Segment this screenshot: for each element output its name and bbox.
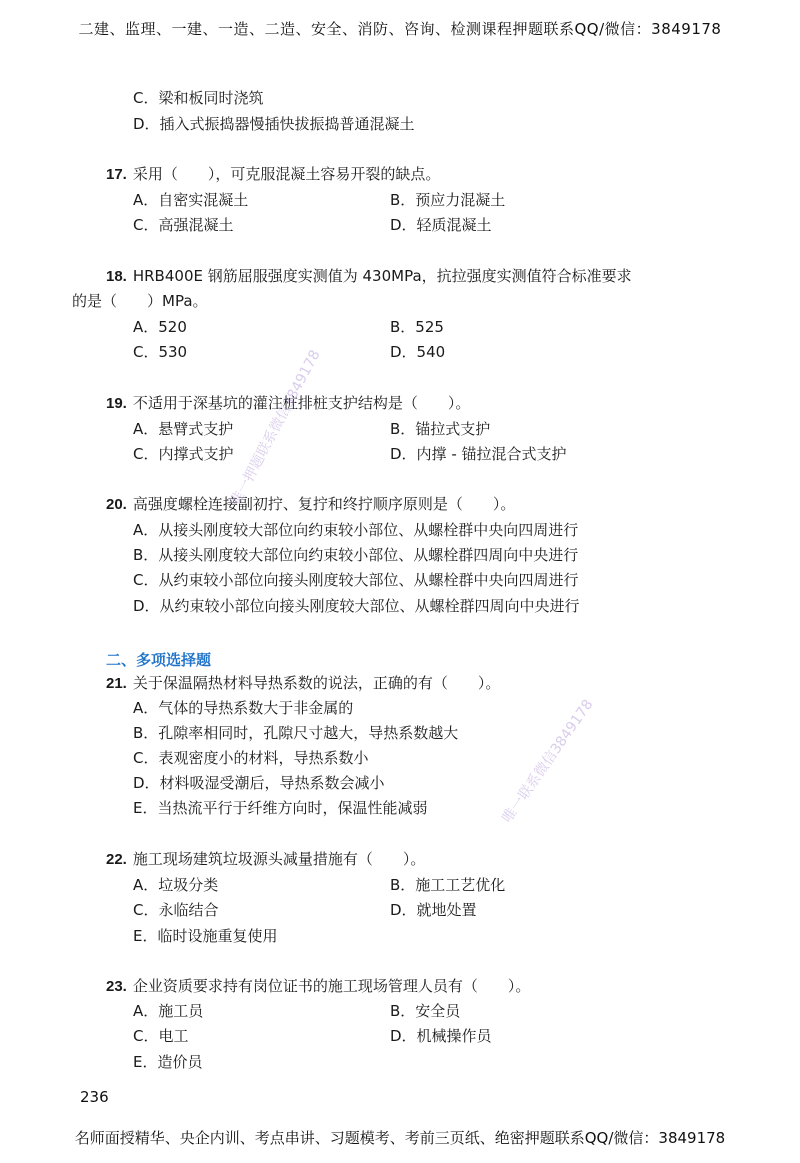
- question-23-option-a: A．施工员: [133, 1002, 204, 1020]
- page-footer: 名师面授精华、央企内训、考点串讲、习题模考、考前三页纸、绝密押题联系QQ/微信：3849178: [74, 1129, 726, 1147]
- question-21-option-e: E．当热流平行于纤维方向时，保温性能减弱: [133, 799, 428, 817]
- question-17-number: 17.: [106, 166, 127, 183]
- question-18-option-b: B．525: [390, 318, 444, 336]
- watermark-text-2: 唯一联系微信3849178: [499, 696, 597, 826]
- question-23-option-e: E．造价员: [133, 1053, 203, 1071]
- section-title-multiple-choice: 二、多项选择题: [106, 651, 212, 669]
- question-18-option-a: A．520: [133, 318, 187, 336]
- question-19-option-d: D．内撑 - 锚拉混合式支护: [390, 445, 567, 463]
- question-17-option-d: D．轻质混凝土: [390, 216, 492, 234]
- question-20-option-a: A．从接头刚度较大部位向约束较小部位、从螺栓群中央向四周进行: [133, 521, 579, 539]
- question-18-option-d: D．540: [390, 343, 446, 361]
- question-20-stem: [106, 494, 515, 515]
- question-23-stem: [106, 976, 530, 997]
- question-19-number: 19.: [106, 395, 127, 412]
- question-19-option-a: A．悬臂式支护: [133, 420, 234, 438]
- question-20-option-c: C．从约束较小部位向接头刚度较大部位、从螺栓群中央向四周进行: [133, 571, 579, 589]
- question-22-option-d: D．就地处置: [390, 901, 477, 919]
- question-19-text: 不适用于深基坑的灌注桩排桩支护结构是（ ）。: [132, 394, 471, 412]
- question-21-option-b: B．孔隙率相同时，孔隙尺寸越大，导热系数越大: [133, 724, 459, 742]
- question-23-text: 企业资质要求持有岗位证书的施工现场管理人员有（ ）。: [132, 977, 531, 995]
- question-22-option-c: C．永临结合: [133, 901, 219, 919]
- question-17-stem: [106, 164, 440, 185]
- question-21-number: 21.: [106, 675, 127, 692]
- watermark-text-1: 唯一押题联系微信3849178: [227, 347, 324, 509]
- question-21-option-c: C．表观密度小的材料，导热系数小: [133, 749, 369, 767]
- question-22-option-e: E．临时设施重复使用: [133, 927, 278, 945]
- question-17-text: 采用（ ），可克服混凝土容易开裂的缺点。: [132, 165, 441, 183]
- question-20-option-b: B．从接头刚度较大部位向约束较小部位、从螺栓群四周向中央进行: [133, 546, 579, 564]
- question-21-stem: [106, 673, 500, 694]
- question-23-number: 23.: [106, 978, 127, 995]
- question-18-stem: [106, 266, 632, 287]
- question-18-text-line2: 的是（ ）MPa。: [72, 292, 208, 310]
- question-22-text: 施工现场建筑垃圾源头减量措施有（ ）。: [132, 850, 426, 868]
- question-22-stem: [106, 849, 425, 870]
- question-23-option-d: D．机械操作员: [390, 1027, 492, 1045]
- question-22-option-b: B．施工工艺优化: [390, 876, 506, 894]
- question-19-option-b: B．锚拉式支护: [390, 420, 491, 438]
- page-header: 二建、监理、一建、一造、二造、安全、消防、咨询、检测课程押题联系QQ/微信：3849178: [78, 20, 722, 38]
- question-21-option-d: D．材料吸湿受潮后，导热系数会减小: [133, 774, 385, 792]
- question-18-option-c: C．530: [133, 343, 188, 361]
- page-number: 236: [80, 1088, 109, 1106]
- question-22-option-a: A．垃圾分类: [133, 876, 219, 894]
- question-20-number: 20.: [106, 496, 127, 513]
- question-18-number: 18.: [106, 268, 127, 285]
- question-20-option-d: D．从约束较小部位向接头刚度较大部位、从螺栓群四周向中央进行: [133, 597, 580, 615]
- question-17-option-b: B．预应力混凝土: [390, 191, 506, 209]
- question-18-text-line1: HRB400E 钢筋屈服强度实测值为 430MPa，抗拉强度实测值符合标准要求: [132, 267, 632, 285]
- question-17-option-c: C．高强混凝土: [133, 216, 234, 234]
- prev-option-d: D．插入式振捣器慢插快拔振捣普通混凝土: [133, 115, 415, 133]
- question-17-option-a: A．自密实混凝土: [133, 191, 249, 209]
- question-19-stem: [106, 393, 470, 414]
- question-23-option-b: B．安全员: [390, 1002, 461, 1020]
- question-21-option-a: A．气体的导热系数大于非金属的: [133, 699, 354, 717]
- question-20-text: 高强度螺栓连接副初拧、复拧和终拧顺序原则是（ ）。: [132, 495, 516, 513]
- question-21-text: 关于保温隔热材料导热系数的说法，正确的有（ ）。: [132, 674, 501, 692]
- question-22-number: 22.: [106, 851, 127, 868]
- question-19-option-c: C．内撑式支护: [133, 445, 234, 463]
- question-23-option-c: C．电工: [133, 1027, 189, 1045]
- prev-option-c: C．梁和板同时浇筑: [133, 89, 264, 107]
